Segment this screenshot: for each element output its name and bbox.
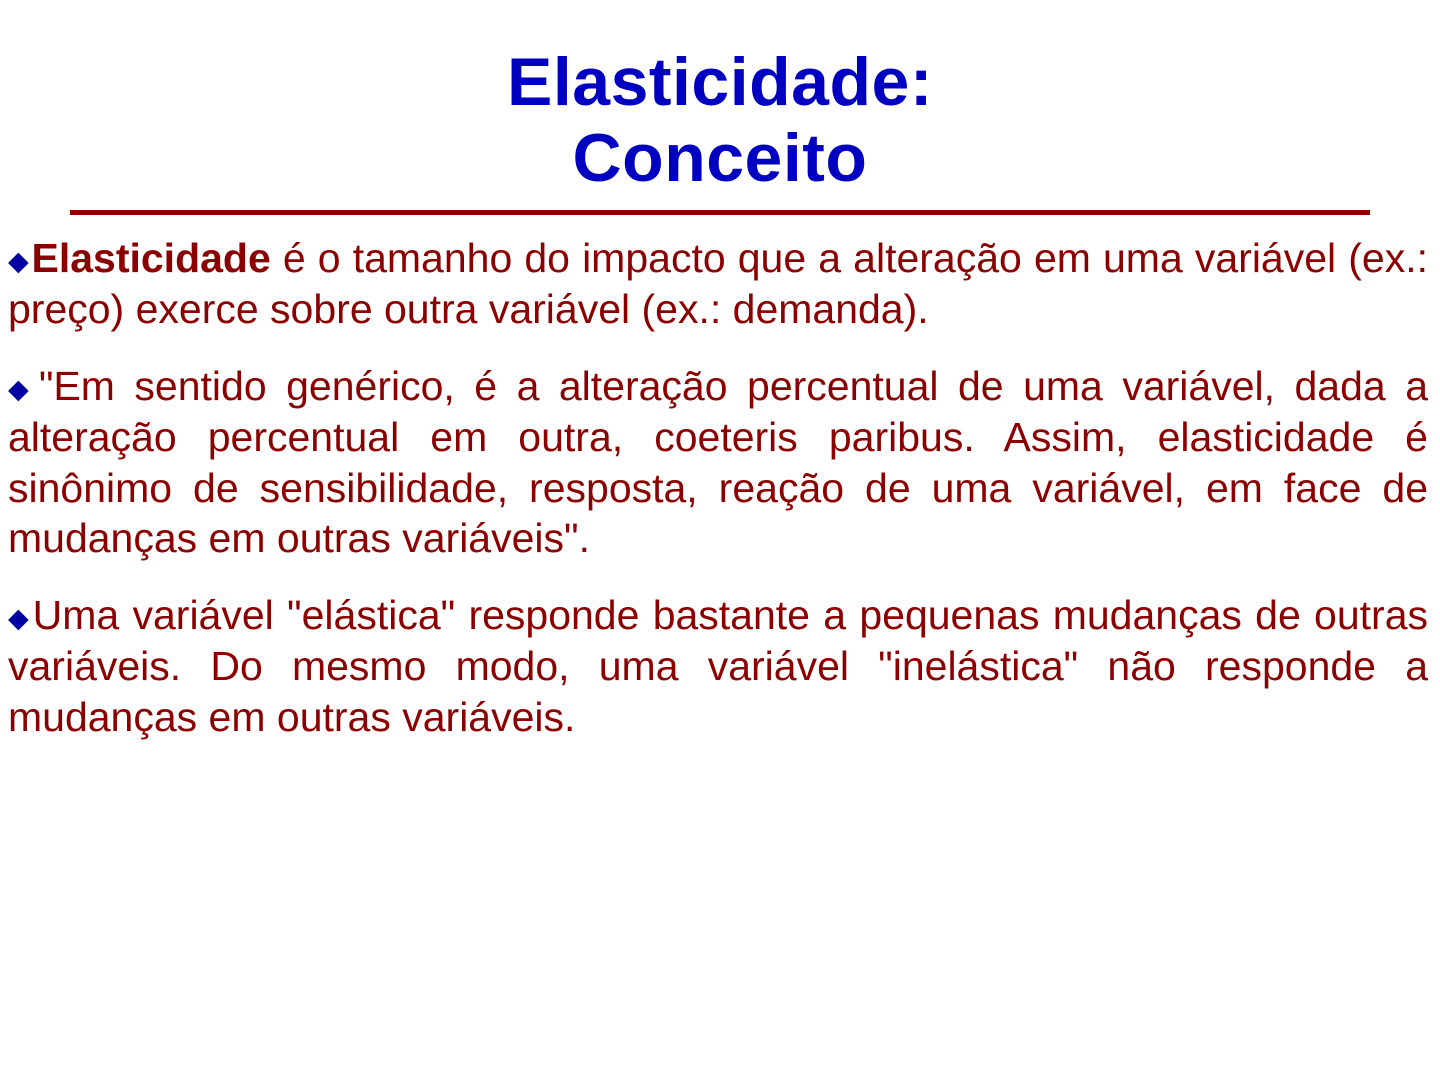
title-line-1: Elasticidade: [507,44,933,120]
bullet-text-3: Uma variável "elástica" responde bastante a pequenas mudanças de outras variáveis. Do mesmo modo, uma variável "inelástica" não responde a mudanças em outras variáveis. [8,592,1429,740]
diamond-bullet-icon: ◆ [8,246,30,277]
slide-body [0,215,1440,742]
slide-title [0,0,1440,215]
bullet-paragraph-3 [8,590,1428,742]
bullet-paragraph-1 [8,233,1428,335]
bullet-paragraph-2 [8,361,1428,564]
diamond-bullet-icon: ◆ [8,373,37,404]
bullet-text-2: "Em sentido genérico, é a alteração percentual de uma variável, dada a alteração percentual em outra, coeteris paribus. Assim, elasticidade é sinônimo de sensibilidade, resposta, reação de uma variável, em face de mudanças em outras variáveis". [8,362,1429,562]
bullet-lead-1: Elasticidade [31,235,271,282]
bullet-text-1: é o tamanho do impacto que a alteração em uma variável (ex.: preço) exerce sobre outra variável (ex.: demanda). [8,235,1428,333]
diamond-bullet-icon: ◆ [8,603,31,634]
title-line-2: Conceito [572,120,868,197]
